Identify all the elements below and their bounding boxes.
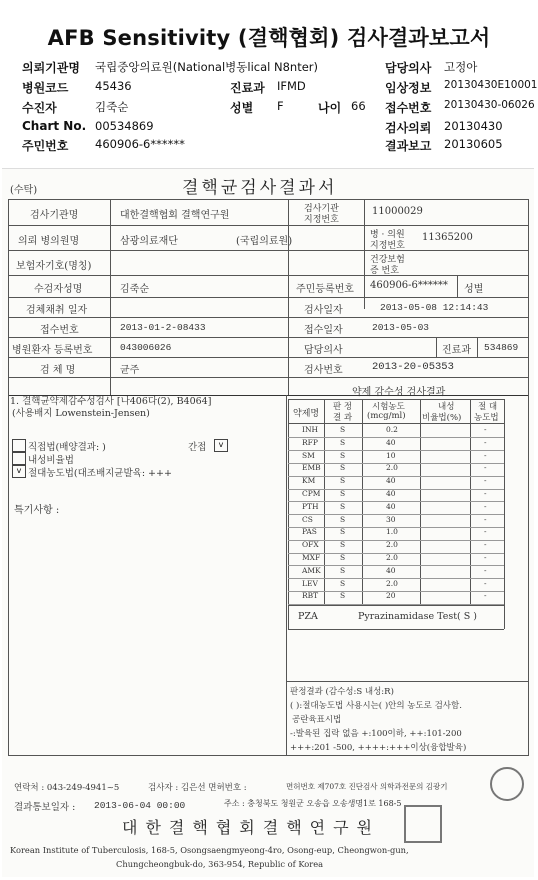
ratio-method-checkbox — [12, 452, 26, 465]
drug-name-cell: AMK — [302, 565, 321, 575]
drug-conc-cell: 1.0 — [386, 527, 398, 537]
organization-name: 대한결핵협회결핵연구원 — [122, 818, 381, 837]
drug-abs-cell: - — [484, 501, 487, 511]
indirect-checkbox: v — [214, 439, 228, 452]
drug-conc-cell: 2.0 — [386, 540, 398, 550]
drug-res-cell: S — [340, 489, 346, 498]
sex-report-label: 성별 — [464, 284, 484, 295]
agency-value: 대한결핵협회 결핵연구원 — [120, 210, 230, 221]
drug-res-cell: S — [340, 591, 346, 601]
hospital-code-label: 병원코드 — [22, 81, 69, 95]
direct-method-checkbox — [12, 439, 26, 452]
judge-line5: +++:201 -500, ++++:+++이상(융합발육) — [290, 743, 467, 753]
drug-conc-cell: 40 — [386, 489, 396, 498]
drug-table-title: 약제 감수성 검사결과 — [352, 387, 446, 398]
hospital-no: 11365200 — [422, 232, 473, 243]
col-drug: 약제명 — [293, 409, 320, 419]
reg-date: 2013-05-03 — [372, 322, 430, 333]
hospital-no-label2: 지정번호 — [370, 241, 405, 251]
drug-abs-cell: - — [484, 527, 487, 537]
patient-label: 수진자 — [22, 101, 57, 115]
drug-conc-cell: 40 — [386, 565, 396, 575]
drug-abs-cell: - — [484, 463, 487, 473]
judge-line2: ( ):절대농도법 사용시는( )안의 농도로 검사함. — [290, 701, 462, 711]
drug-row-divider — [288, 514, 504, 515]
hospital-name-value: 국립중앙의료원(National병동lical N8nter) — [95, 60, 319, 74]
col-ratio1: 내성 — [438, 402, 455, 412]
drug-abs-cell: - — [484, 591, 487, 601]
ins-no-label1: 건강보험 — [370, 255, 405, 265]
chart-no-label: Chart No. — [22, 119, 87, 133]
drug-name-cell: PAS — [302, 527, 317, 537]
absolute-method-label: 절대농도법(대조배지균발육: +++ — [28, 468, 172, 479]
age-value: 66 — [351, 99, 366, 113]
col-result1: 판 정 — [333, 402, 353, 412]
scanned-report — [2, 168, 534, 877]
drug-name-cell: KM — [302, 476, 316, 486]
doctor-value: 고정아 — [444, 60, 478, 74]
hospital-note: (국립의료원) — [236, 236, 293, 247]
drug-conc-cell: 0.2 — [386, 425, 398, 434]
indirect-label: 간접 — [188, 442, 207, 453]
absolute-method-checkbox: v — [12, 465, 26, 478]
drug-name-cell: RFP — [302, 437, 318, 447]
hosp-reg-label: 병원환자 등록번호 — [12, 345, 93, 356]
patient-name-label: 수검자성명 — [34, 284, 83, 295]
drug-row-divider — [288, 604, 504, 605]
chart-no-value: 00534869 — [95, 119, 154, 133]
drug-conc-cell: 2.0 — [386, 553, 398, 562]
drug-row-divider — [288, 476, 504, 477]
direct-method-label: 직접법(배양결과: ) — [28, 442, 106, 453]
agency-no-label1: 검사기관 — [304, 204, 339, 214]
report-date-label: 결과통보일자 : — [14, 802, 76, 813]
drug-name-cell: SM — [302, 450, 315, 460]
report-title: 결핵균검사결과서 — [182, 178, 338, 198]
reg-no: 2013-01-2-08433 — [120, 322, 206, 333]
dept-label: 진료과 — [230, 81, 265, 95]
drug-res-cell: S — [340, 501, 346, 511]
drug-abs-cell: - — [484, 514, 487, 524]
drug-name-cell: PTH — [302, 501, 319, 511]
receiver-label: (수탁) — [10, 185, 38, 196]
doctor-report-label: 담당의사 — [304, 345, 343, 356]
judge-line3: 공란육표시법 — [292, 715, 342, 725]
test-no-label: 검사번호 — [304, 365, 343, 376]
drug-res-cell: S — [340, 553, 346, 562]
hospital-label: 의뢰 병의원명 — [18, 236, 80, 247]
special-notes-label: 특기사항 : — [14, 505, 60, 516]
drug-res-cell: S — [340, 565, 346, 575]
tester: 검사자 : 김은선 면허번호 : — [148, 783, 247, 793]
drug-res-cell: S — [340, 540, 346, 550]
agency-label: 검사기관명 — [30, 210, 79, 221]
patient-value: 김죽순 — [95, 100, 129, 114]
insured-label: 보험자기호(명칭) — [16, 261, 92, 272]
drug-name-cell: MXF — [302, 553, 321, 562]
test-date-label: 검사일자 — [304, 305, 343, 316]
patient-name: 김죽순 — [120, 284, 149, 295]
drug-row-divider — [288, 437, 504, 438]
reception-no-label: 접수번호 — [385, 101, 432, 115]
col-conc1: 시험농도 — [372, 402, 405, 412]
drug-conc-cell: 40 — [386, 476, 396, 486]
col-abs2: 농도법 — [474, 413, 499, 423]
pza-label: PZA — [298, 611, 318, 622]
agency-no-label2: 지정번호 — [304, 215, 339, 225]
hospital-name-label: 의뢰기관명 — [22, 61, 80, 75]
license: 면허번호 제707호 진단검사 의학과전문의 김광기 — [286, 782, 448, 791]
hospital-no-label1: 병 · 의원 — [370, 230, 405, 240]
drug-conc-cell: 2.0 — [386, 463, 398, 473]
hosp-reg: 043006026 — [120, 342, 172, 353]
rrn-report-value: 460906-6****** — [370, 280, 448, 291]
specimen-value: 균주 — [120, 365, 140, 376]
col-abs1: 절 대 — [478, 402, 498, 412]
test-date: 2013-05-08 12:14:43 — [380, 302, 489, 313]
sex-value: F — [277, 99, 284, 113]
drug-abs-cell: - — [484, 450, 487, 460]
drug-abs-cell: - — [484, 578, 487, 588]
drug-abs-cell: - — [484, 565, 487, 575]
page-title: AFB Sensitivity (결핵협회) 검사결과보고서 — [47, 26, 491, 50]
drug-name-cell: RBT — [302, 591, 319, 601]
drug-res-cell: S — [340, 476, 346, 486]
clinical-info-label: 임상정보 — [385, 81, 432, 95]
test-no: 2013-20-05353 — [372, 361, 454, 373]
collect-date-label: 검체채취 일자 — [26, 305, 88, 316]
drug-name-cell: INH — [302, 425, 319, 434]
drug-name-cell: CPM — [302, 489, 321, 498]
reg-date-label: 접수일자 — [304, 325, 343, 336]
drug-name-cell: OFX — [302, 540, 319, 550]
specimen-label: 검 체 명 — [40, 365, 76, 376]
request-date-value: 20130430 — [444, 119, 503, 133]
col-ratio2: 비율법(%) — [422, 413, 462, 423]
report-date-value: 2013-06-04 00:00 — [94, 800, 186, 811]
drug-row-divider — [288, 450, 504, 451]
address: 주소 : 충청북도 청원군 오송읍 오송생명1로 168-5 — [224, 799, 402, 808]
drug-conc-cell: 2.0 — [386, 578, 398, 588]
drug-conc-cell: 20 — [386, 591, 396, 601]
col-conc2: (mcg/ml) — [367, 411, 406, 421]
drug-name-cell: LEV — [302, 578, 318, 588]
col-result2: 결 과 — [333, 413, 353, 423]
english-address-line1: Korean Institute of Tuberculosis, 168-5, Osongsaengmyeong-4ro, Osong-eup, Cheongwon-gun, — [10, 845, 409, 855]
sex-label: 성별 — [230, 101, 254, 115]
reception-no-value: 20130430-06026 — [444, 99, 535, 111]
drug-conc-cell: 30 — [386, 514, 396, 524]
round-seal-icon — [490, 767, 524, 801]
drug-abs-cell: - — [484, 476, 487, 486]
drug-res-cell: S — [340, 425, 346, 434]
rrn-label: 주민번호 — [22, 139, 69, 153]
drug-res-cell: S — [340, 514, 346, 524]
drug-res-cell: S — [340, 578, 346, 588]
dept-report-value: 534869 — [484, 342, 519, 353]
rrn-report-label: 주민등록번호 — [296, 284, 354, 295]
drug-conc-cell: 10 — [386, 450, 396, 460]
drug-res-cell: S — [340, 463, 346, 473]
drug-name-cell: EMB — [302, 463, 321, 473]
age-label: 나이 — [318, 101, 342, 115]
drug-res-cell: S — [340, 450, 346, 460]
hospital-code-value: 45436 — [95, 79, 132, 93]
hospital-value: 삼광의료재단 — [120, 236, 178, 247]
drug-abs-cell: - — [484, 437, 487, 447]
drug-res-cell: S — [340, 437, 346, 447]
method-line2: (사용배지 Lowenstein-Jensen) — [12, 408, 150, 419]
contact: 연락처 : 043-249-4941~5 — [14, 783, 120, 793]
dept-value: IFMD — [277, 79, 306, 93]
report-date-label: 결과보고 — [385, 139, 432, 153]
method-line1: 1. 결핵균약제감수성검사 [나406다(2), B4064] — [10, 396, 212, 407]
agency-no: 11000029 — [372, 206, 423, 217]
doctor-label: 담당의사 — [385, 61, 432, 75]
drug-row-divider — [288, 501, 504, 502]
square-seal-icon — [404, 805, 442, 843]
clinical-info-value: 20130430E10001 — [444, 79, 538, 91]
reg-no-label: 접수번호 — [40, 325, 79, 336]
request-date-label: 검사의뢰 — [385, 121, 432, 135]
drug-abs-cell: - — [484, 540, 487, 550]
drug-res-cell: S — [340, 527, 346, 537]
rrn-value: 460906-6****** — [95, 137, 185, 151]
ins-no-label2: 증 번호 — [370, 266, 399, 276]
judge-line1: 판정결과 (감수성:S 내성:R) — [290, 687, 394, 697]
judge-line4: -:발육된 집락 없음 +:100이하, ++:101-200 — [290, 729, 462, 739]
drug-conc-cell: 40 — [386, 437, 396, 447]
drug-conc-cell: 40 — [386, 501, 396, 511]
drug-abs-cell: - — [484, 425, 487, 434]
drug-row-divider — [288, 591, 504, 592]
drug-abs-cell: - — [484, 553, 487, 562]
dept-report-label: 진료과 — [442, 345, 471, 356]
report-date-value: 20130605 — [444, 137, 503, 151]
english-address-line2: Chungcheongbuk-do, 363-954, Republic of Korea — [116, 859, 324, 869]
ratio-method-label: 내성비율법 — [28, 455, 74, 466]
drug-abs-cell: - — [484, 489, 487, 498]
pza-value: Pyrazinamidase Test( S ) — [358, 611, 477, 622]
drug-name-cell: CS — [302, 514, 313, 524]
